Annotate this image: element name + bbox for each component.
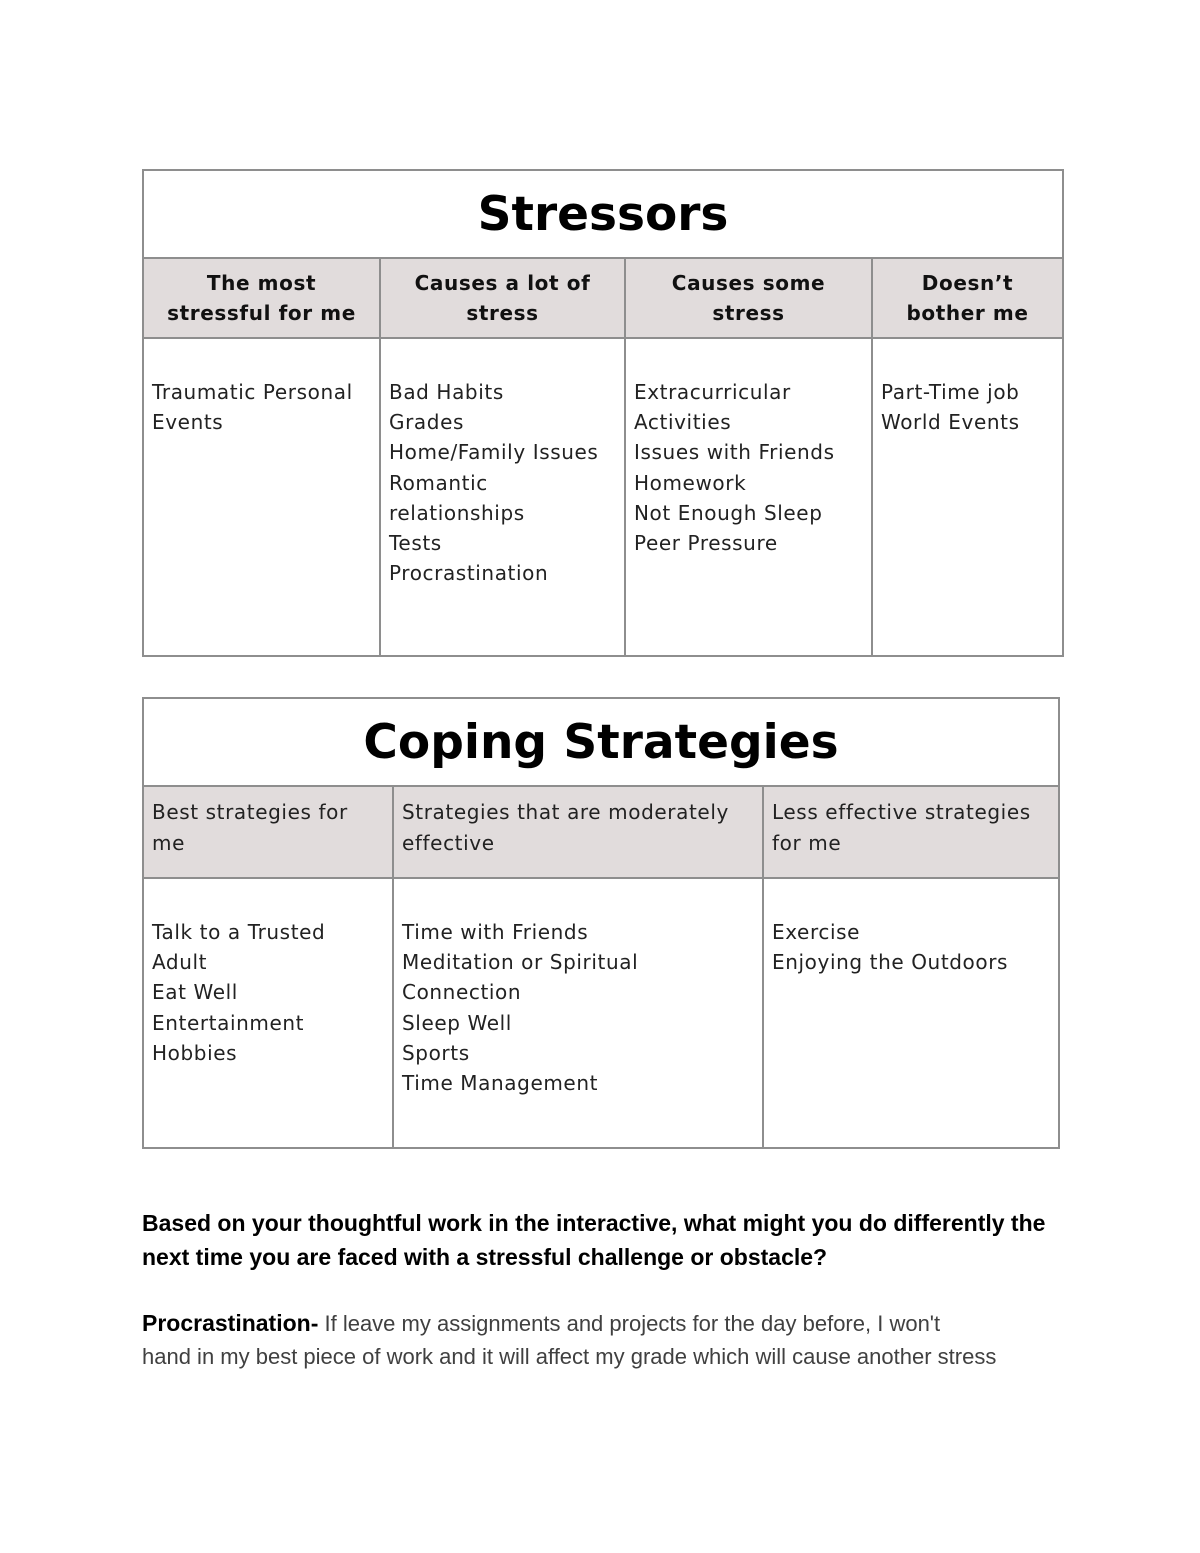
list-item: Connection	[402, 980, 522, 1005]
answer-line: hand in my best piece of work and it will affect my grade which will cause another stress	[142, 1344, 997, 1369]
answer-term: Procrastination-	[142, 1310, 319, 1336]
list-item: Eat Well	[152, 980, 238, 1005]
list-item: Extracurricular	[634, 380, 791, 404]
coping-header-best	[143, 786, 393, 878]
header-line: effective	[402, 831, 495, 855]
reflection-question	[142, 1206, 1072, 1274]
header-line: me	[152, 831, 185, 855]
header-line: for me	[772, 831, 842, 855]
list-item: Tests	[389, 531, 442, 556]
stressors-list-doesnt-bother	[872, 338, 1063, 656]
list-item: Home/Family Issues	[389, 440, 599, 465]
list-item: Hobbies	[152, 1040, 238, 1065]
list-item: Time with Friends	[402, 920, 589, 944]
list-item: Time Management	[402, 1071, 599, 1096]
question-line: Based on your thoughtful work in the interactive, what might you do differently the	[142, 1210, 1046, 1236]
list-item: World Events	[881, 410, 1020, 435]
answer-line	[142, 1307, 1082, 1340]
coping-title: Coping Strategies	[143, 698, 1059, 786]
list-item: Homework	[634, 470, 747, 495]
stressors-header-most	[143, 258, 380, 338]
header-line: Less effective strategies	[772, 800, 1031, 824]
coping-list-less-effective	[763, 878, 1059, 1148]
list-item: Exercise	[772, 920, 861, 944]
coping-list-best	[143, 878, 393, 1148]
list-item: Grades	[389, 410, 464, 435]
list-item: Talk to a Trusted	[152, 920, 326, 944]
header-line: Causes some	[671, 271, 826, 295]
stressors-title: Stressors	[143, 170, 1063, 258]
list-item: Sleep Well	[402, 1010, 512, 1035]
header-line: The most	[206, 271, 317, 295]
coping-header-less-effective	[763, 786, 1059, 878]
list-item: Adult	[152, 950, 208, 975]
header-line: Causes a lot of	[414, 271, 591, 295]
list-item: Enjoying the Outdoors	[772, 950, 1009, 975]
list-item: Procrastination	[389, 561, 549, 586]
stressors-list-some	[625, 338, 872, 656]
coping-strategies-table	[142, 697, 1060, 1149]
stressors-header-doesnt-bother	[872, 258, 1063, 338]
list-item: Issues with Friends	[634, 440, 835, 465]
header-line: Strategies that are moderately	[402, 800, 729, 824]
answer-text: If leave my assignments and projects for the day before, I won't	[318, 1311, 941, 1336]
list-item: Not Enough Sleep	[634, 500, 823, 525]
header-line: stress	[712, 301, 785, 325]
header-line: stressful for me	[167, 301, 356, 325]
list-item: Meditation or Spiritual	[402, 950, 639, 975]
list-item: Sports	[402, 1040, 470, 1065]
stressors-header-some	[625, 258, 872, 338]
list-item: Romantic	[389, 470, 488, 495]
list-item: Peer Pressure	[634, 531, 778, 556]
list-item: Entertainment	[152, 1010, 305, 1035]
header-line: Doesn’t	[921, 271, 1014, 295]
stressors-list-a-lot	[380, 338, 625, 656]
list-item: Activities	[634, 410, 732, 435]
coping-list-moderate	[393, 878, 763, 1148]
reflection-answer	[142, 1307, 1082, 1373]
list-item: relationships	[389, 500, 525, 525]
header-line: stress	[466, 301, 539, 325]
list-item: Bad Habits	[389, 380, 504, 404]
stressors-list-most	[143, 338, 380, 656]
stressors-table	[142, 169, 1064, 657]
header-line: Best strategies for	[152, 800, 348, 824]
stressors-header-a-lot	[380, 258, 625, 338]
list-item: Traumatic Personal	[152, 380, 353, 404]
list-item: Events	[152, 410, 224, 435]
header-line: bother me	[906, 301, 1029, 325]
coping-header-moderate	[393, 786, 763, 878]
question-line: next time you are faced with a stressful challenge or obstacle?	[142, 1244, 828, 1270]
list-item: Part-Time job	[881, 380, 1020, 404]
